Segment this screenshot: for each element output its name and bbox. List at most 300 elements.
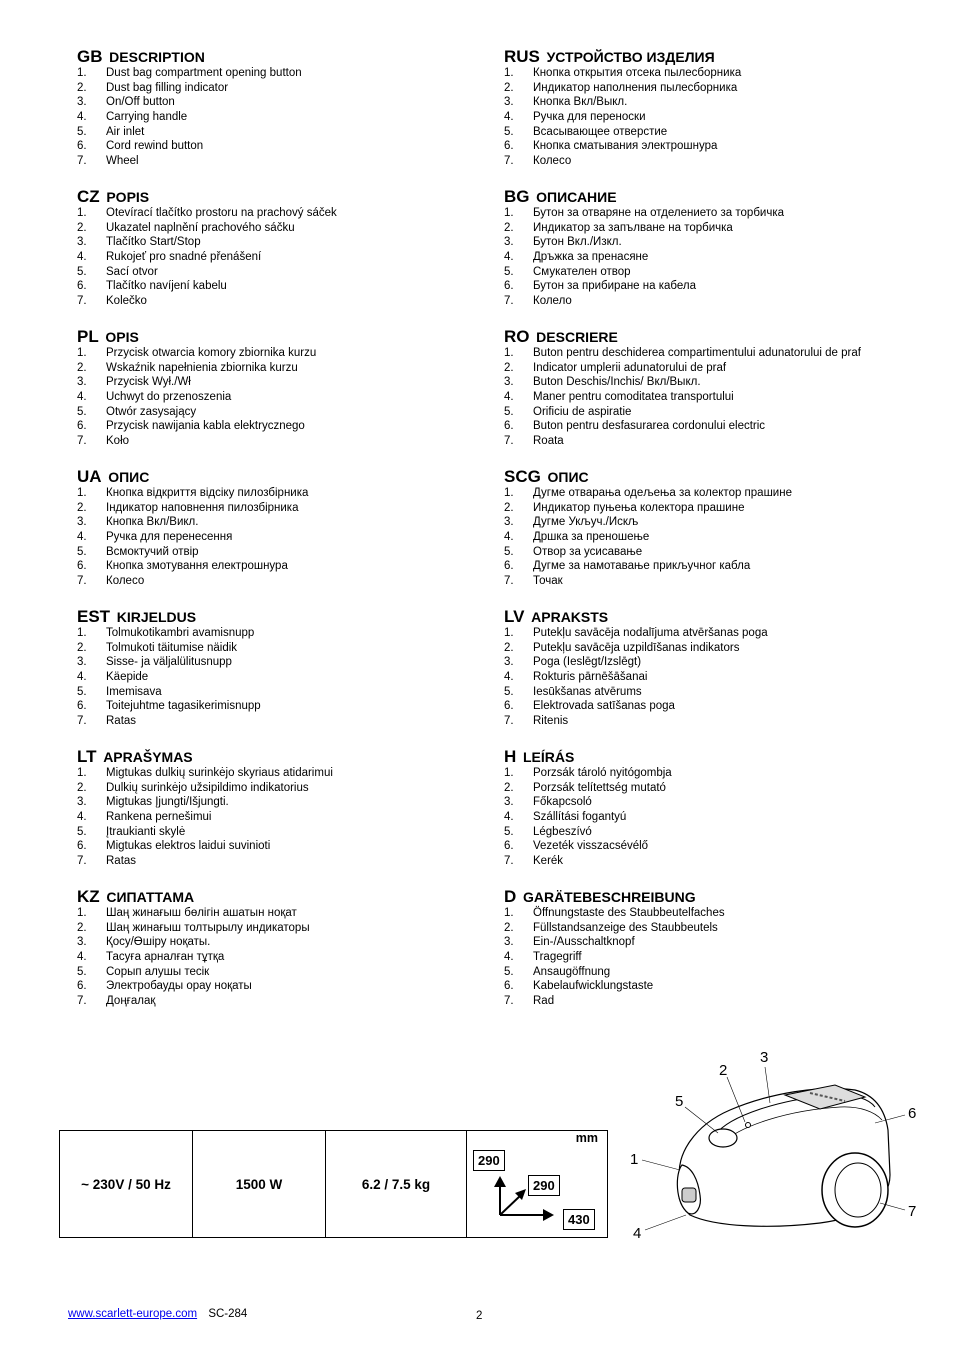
item-text: Дугме Укључ./Искљ [533,516,639,529]
parts-list [77,66,497,169]
item-text: Кнопка сматывания электрошнура [533,140,718,153]
item-number: 6. [504,560,514,573]
list-item [504,294,904,309]
item-text: On/Off button [106,96,175,109]
list-item [504,921,904,936]
section-heading [77,744,497,766]
item-text: Шаң жинағыш бөлігін ашатын ноқат [106,907,297,919]
list-item [504,110,904,125]
item-number: 3. [504,236,514,249]
parts-list [504,206,904,309]
list-item [504,486,904,501]
section-title: DESCRIPTION [109,49,205,65]
list-item [77,641,497,656]
list-item [504,139,904,154]
language-code: PL [77,327,99,346]
item-number: 5. [77,125,87,138]
parts-list [77,906,497,1009]
list-item [77,655,497,670]
item-text: Przycisk otwarcia komory zbiornika kurzu [106,347,317,359]
list-item [77,515,497,530]
item-text: Всмоктучий отвір [106,545,199,558]
language-code: LV [504,607,525,626]
section-title: POPIS [106,189,150,205]
section-cz [77,184,497,324]
item-text: Дръжка за пренасяне [533,251,649,264]
list-item [77,95,497,110]
item-text: Przycisk nawijania kabla elektrycznego [106,420,305,433]
item-number: 3. [77,376,87,389]
section-lv [504,604,904,744]
item-text: Air inlet [106,125,145,138]
list-item [77,110,497,125]
section-title: УСТРОЙСТВО ИЗДЕЛИЯ [546,49,715,65]
item-number: 2. [77,501,87,514]
parts-list [504,766,904,869]
item-text: Przycisk Wył./Wł [106,376,191,389]
section-lt [77,744,497,884]
list-item [77,965,497,980]
item-text: Tragegriff [533,951,582,964]
item-number: 1. [77,207,87,219]
item-number: 7. [77,295,87,308]
list-item [504,545,904,560]
item-number: 3. [504,656,514,669]
section-title: GARÄTEBESCHREIBUNG [522,889,696,905]
item-number: 1. [504,67,514,79]
list-item [504,935,904,950]
item-text: Otevírací tlačítko prostoru na prachový sáček [106,207,337,219]
item-number: 5. [77,965,87,978]
callout-2: 2 [719,1062,728,1079]
item-number: 6. [77,280,87,293]
list-item [77,206,497,221]
section-kz [77,884,497,1024]
item-text: Uchwyt do przenoszenia [106,391,232,404]
item-text: Poga (Ieslēgt/Izslēgt) [533,656,642,669]
language-code: EST [77,607,111,626]
language-code: CZ [77,187,100,206]
list-item [504,906,904,921]
item-text: Индикатор пуњења колектора прашине [533,501,745,514]
section-title: ОПИСАНИЕ [536,189,617,205]
list-item [504,965,904,980]
item-number: 1. [77,67,87,79]
section-heading [504,464,904,486]
item-text: Всасывающее отверстие [533,125,668,138]
language-code: GB [77,47,103,66]
item-text: Carrying handle [106,111,188,124]
section-title: LEÍRÁS [522,749,575,765]
item-number: 5. [504,825,514,838]
parts-list [504,66,904,169]
list-item [77,950,497,965]
list-item [77,375,497,390]
section-heading [504,44,904,66]
item-number: 1. [504,487,514,499]
item-text: Öffnungstaste des Staubbeutelfaches [533,907,725,919]
item-number: 3. [77,236,87,249]
section-gb [77,44,497,184]
item-number: 1. [504,767,514,779]
list-item [504,670,904,685]
list-item [504,154,904,169]
callout-5: 5 [675,1093,684,1110]
item-text: Buton Deschis/Inchis/ Вкл/Выкл. [533,376,701,389]
list-item [504,781,904,796]
list-item [77,766,497,781]
item-text: Dulkių surinkėjo užsipildimo indikatorius [106,781,309,794]
section-heading [504,884,904,906]
item-text: Ein-/Ausschaltknopf [533,936,635,949]
item-number: 2. [504,221,514,234]
list-item [77,501,497,516]
item-number: 3. [504,96,514,109]
list-item [504,950,904,965]
item-text: Dust bag filling indicator [106,81,229,94]
item-text: Індикатор наповнення пилозбірника [106,501,299,514]
item-text: Колесо [533,155,572,168]
section-pl [77,324,497,464]
section-heading [504,184,904,206]
item-text: Rankena pernešimui [106,811,212,824]
list-item [504,795,904,810]
section-scg [504,464,904,604]
item-text: Дугме за намотавање прикључног кабла [533,560,751,573]
parts-list [77,486,497,589]
section-title: OPIS [105,329,139,345]
item-text: Porzsák telítettség mutató [533,781,666,794]
list-item [77,390,497,405]
item-number: 2. [504,81,514,94]
list-item [504,854,904,869]
item-number: 6. [504,140,514,153]
language-code: RUS [504,47,540,66]
list-item [504,279,904,294]
item-text: Колесо [106,575,145,588]
list-item [77,235,497,250]
item-number: 6. [77,420,87,433]
item-number: 2. [504,781,514,794]
item-number: 2. [77,921,87,934]
item-text: Légbeszívó [533,825,592,838]
list-item [504,434,904,449]
spec-voltage: ~ 230V / 50 Hz [60,1131,193,1237]
list-item [77,419,497,434]
section-title: KIRJELDUS [116,609,197,625]
item-text: Įtraukianti skylė [106,825,186,838]
item-number: 7. [504,575,514,588]
item-text: Sisse- ja väljalülitusnupp [106,656,232,669]
item-number: 4. [77,391,87,404]
list-item [77,994,497,1009]
item-text: Migtukas elektros laidui suvinioti [106,840,271,853]
list-item [77,66,497,81]
item-text: Kabelaufwicklungstaste [533,980,654,993]
list-item [77,626,497,641]
list-item [504,994,904,1009]
parts-list [504,486,904,589]
item-text: Maner pentru comoditatea transportului [533,391,734,404]
language-code: H [504,747,517,766]
item-number: 2. [77,361,87,374]
item-text: Ukazatel naplnění prachového sáčku [106,221,295,234]
section-bg [504,184,904,324]
language-code: D [504,887,517,906]
list-item [504,699,904,714]
parts-list [77,346,497,449]
list-item [504,95,904,110]
list-item [504,515,904,530]
item-text: Кнопка Вкл/Викл. [106,516,199,529]
page-number: 2 [476,1310,483,1322]
item-number: 1. [77,767,87,779]
list-item [77,81,497,96]
item-number: 5. [504,265,514,278]
list-item [504,81,904,96]
item-number: 1. [504,627,514,639]
language-code: RO [504,327,530,346]
language-code: BG [504,187,530,206]
item-number: 4. [77,251,87,264]
item-text: Roata [533,435,564,448]
item-number: 5. [77,685,87,698]
list-item [504,235,904,250]
item-text: Ratas [106,855,137,868]
item-number: 3. [504,796,514,809]
section-heading [504,604,904,626]
item-text: Migtukas Įjungti/Išjungti. [106,796,229,809]
item-text: Колело [533,295,572,308]
item-number: 7. [77,155,87,168]
item-number: 6. [77,560,87,573]
item-number: 7. [77,995,87,1008]
list-item [504,685,904,700]
item-number: 7. [504,155,514,168]
item-text: Rokturis pārnēšāšanai [533,671,648,684]
item-number: 4. [504,531,514,544]
item-number: 7. [77,575,87,588]
list-item [77,361,497,376]
item-number: 3. [77,656,87,669]
item-text: Kerék [533,855,564,868]
item-number: 6. [77,980,87,993]
item-number: 4. [504,251,514,264]
section-heading [77,604,497,626]
section-ua [77,464,497,604]
item-number: 6. [77,140,87,153]
item-number: 7. [77,715,87,728]
item-text: Кнопка змотування електрошнура [106,560,288,573]
list-item [504,206,904,221]
list-item [504,361,904,376]
list-item [77,221,497,236]
item-number: 5. [504,125,514,138]
item-number: 3. [504,376,514,389]
parts-list [77,206,497,309]
item-number: 4. [504,391,514,404]
list-item [77,486,497,501]
item-number: 3. [77,936,87,949]
item-number: 4. [504,811,514,824]
list-item [504,405,904,420]
item-text: Қосу/Өшіру ноқаты. [106,936,211,949]
list-item [504,714,904,729]
item-number: 1. [504,347,514,359]
section-est [77,604,497,744]
list-item [504,626,904,641]
section-heading [504,744,904,766]
item-text: Elektrovada satīšanas poga [533,700,675,713]
list-item [77,279,497,294]
item-number: 7. [504,435,514,448]
item-number: 2. [77,221,87,234]
list-item [77,935,497,950]
section-title: APRAKSTS [531,609,609,625]
list-item [504,979,904,994]
item-number: 3. [77,516,87,529]
spec-table [59,1130,608,1238]
item-text: Tolmukotikambri avamisnupp [106,627,255,639]
list-item [504,66,904,81]
list-item [504,641,904,656]
item-number: 1. [77,347,87,359]
language-code: UA [77,467,102,486]
dim-length: 430 [563,1209,595,1230]
item-text: Тасуға арналған тұтқа [106,951,225,964]
list-item [504,530,904,545]
list-item [77,545,497,560]
item-number: 4. [77,811,87,824]
language-code: SCG [504,467,541,486]
item-number: 1. [77,627,87,639]
item-number: 5. [77,405,87,418]
list-item [504,419,904,434]
parts-list [77,626,497,729]
item-text: Ansaugöffnung [533,965,611,978]
list-item [504,250,904,265]
item-text: Rukojeť pro snadné přenášení [106,251,262,264]
list-item [504,655,904,670]
callout-3: 3 [760,1049,769,1066]
item-text: Füllstandsanzeige des Staubbeutels [533,921,718,934]
list-item [77,921,497,936]
item-number: 4. [77,671,87,684]
list-item [504,265,904,280]
item-number: 3. [504,936,514,949]
list-item [504,766,904,781]
item-text: Vezeték visszacsévélő [533,840,649,853]
item-text: Porzsák tároló nyitógombja [533,767,672,779]
list-item [504,559,904,574]
item-text: Buton pentru desfasurarea cordonului electric [533,420,766,433]
list-item [77,139,497,154]
list-item [77,250,497,265]
item-number: 2. [77,781,87,794]
item-text: Cord rewind button [106,140,204,153]
list-item [77,781,497,796]
item-number: 2. [504,501,514,514]
section-d [504,884,904,1024]
section-heading [77,184,497,206]
item-number: 2. [504,921,514,934]
item-text: Кнопка открытия отсека пылесборника [533,67,742,79]
dim-unit: mm [575,1131,598,1145]
list-item [77,906,497,921]
list-item [77,795,497,810]
callout-6: 6 [908,1105,917,1122]
language-code: LT [77,747,97,766]
item-number: 7. [77,855,87,868]
callout-7: 7 [908,1203,917,1220]
list-item [77,574,497,589]
item-text: Tlačítko navíjení kabelu [106,280,227,293]
item-text: Käepide [106,671,149,684]
list-item [77,559,497,574]
item-number: 5. [77,265,87,278]
section-heading [77,884,497,906]
item-number: 6. [504,700,514,713]
item-text: Ручка для перенесення [106,531,233,544]
section-heading [504,324,904,346]
list-item [77,125,497,140]
parts-list [504,626,904,729]
item-text: Ratas [106,715,137,728]
item-text: Отвор за усисавање [533,545,643,558]
item-number: 4. [504,671,514,684]
section-title: DESCRIERE [536,329,618,345]
section-heading [77,464,497,486]
item-number: 2. [77,81,87,94]
item-text: Смукателен отвор [533,265,631,278]
item-text: Sací otvor [106,265,158,278]
parts-list [77,766,497,869]
item-text: Точак [533,575,563,588]
item-text: Бутон Вкл./Изкл. [533,236,622,249]
list-item [77,434,497,449]
dim-width: 290 [528,1175,560,1196]
item-number: 1. [77,487,87,499]
item-text: Доңғалақ [106,995,156,1008]
right-column [504,44,904,1024]
item-text: Orificiu de aspiratie [533,405,632,418]
list-item [504,125,904,140]
list-item [504,810,904,825]
item-text: Шаң жинағыш толтырылу индикаторы [106,921,310,934]
dim-height: 290 [473,1150,505,1171]
list-item [504,221,904,236]
item-number: 2. [504,361,514,374]
item-text: Dust bag compartment opening button [106,67,302,79]
item-text: Migtukas dulkių surinkėjo skyriaus atidarimui [106,767,333,779]
spec-weight: 6.2 / 7.5 kg [326,1131,467,1237]
section-heading [77,44,497,66]
item-number: 7. [504,715,514,728]
list-item [77,825,497,840]
item-number: 4. [77,531,87,544]
list-item [77,670,497,685]
section-title: ОПИС [547,469,589,485]
item-text: Buton pentru deschiderea compartimentului adunatorului de praf [533,347,861,359]
vacuum-cleaner-illustration [620,1045,930,1245]
item-number: 1. [504,207,514,219]
model-number: SC-284 [208,1308,248,1320]
list-item [77,265,497,280]
website-link[interactable]: www.scarlett-europe.com [68,1308,198,1320]
item-text: Кнопка Вкл/Выкл. [533,96,628,109]
item-text: Indicator umplerii adunatorului de praf [533,361,727,374]
item-text: Индикатор за запълване на торбичка [533,221,733,234]
